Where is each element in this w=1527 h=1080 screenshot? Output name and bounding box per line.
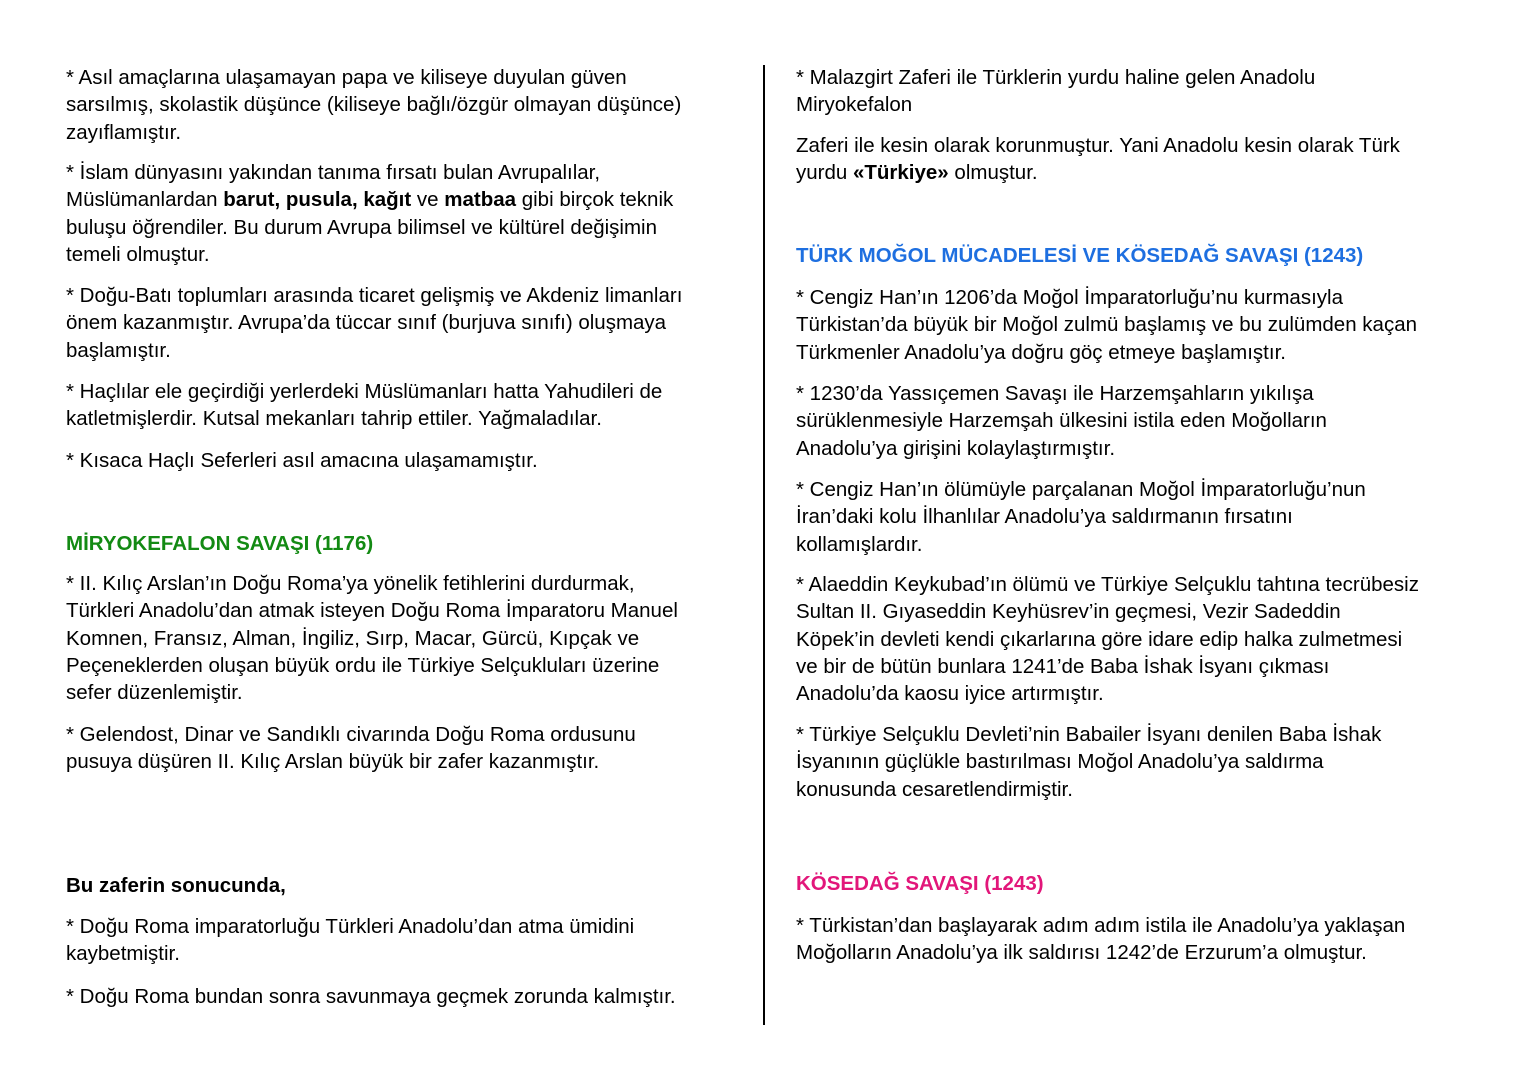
paragraph-islamic-world: [66, 159, 673, 268]
text-segment: yurdu: [796, 161, 853, 185]
text-line: * Gelendost, Dinar ve Sandıklı civarında Doğu Roma ordusunu: [66, 723, 636, 746]
text-line: Anadolu’da kaosu iyice artırmıştır.: [796, 682, 1104, 706]
text-line: sürüklenmesiyle Harzemşah ülkesini istila eden Moğolların: [796, 409, 1327, 433]
text-line: Türkleri Anadolu’dan atmak isteyen Doğu Roma İmparatoru Manuel: [66, 599, 678, 623]
text-line: sefer düzenlemiştir.: [66, 681, 243, 705]
paragraph-trade: [66, 282, 682, 364]
text-segment: olmuştur.: [948, 161, 1038, 185]
paragraph-summary: [66, 447, 538, 474]
text-line: * Doğu Roma bundan sonra savunmaya geçmek zorunda kalmıştır.: [66, 985, 676, 1008]
paragraph-cengiz-han: [796, 284, 1417, 366]
text-line: önem kazanmıştır. Avrupa’da tüccar sınıf (burjuva sınıfı) oluşmaya: [66, 311, 667, 335]
text-line: sarsılmış, skolastik düşünce (kiliseye bağlı/özgür olmayan düşünce): [66, 93, 682, 117]
text-line: İran’daki kolu İlhanlılar Anadolu’ya saldırmanın fırsatını: [796, 505, 1293, 529]
paragraph-turkiye-homeland: [796, 132, 1400, 187]
text-line: Türkmenler Anadolu’ya doğru göç etmeye başlamıştır.: [796, 340, 1286, 364]
text-line: * Alaeddin Keykubad’ın ölümü ve Türkiye Selçuklu tahtına tecrübesiz: [796, 573, 1419, 596]
text-line: Moğolların Anadolu’ya ilk saldırısı 1242’de Erzurum’a olmuştur.: [796, 941, 1367, 965]
text-line: Sultan II. Gıyaseddin Keyhüsrev’in geçmesi, Vezir Sadeddin: [796, 600, 1341, 624]
text-line: * 1230’da Yassıçemen Savaşı ile Harzemşahların yıkılışa: [796, 382, 1314, 405]
text-line: [66, 186, 673, 213]
paragraph-hope-lost: [66, 913, 634, 968]
text-line: konusunda cesaretlendirmiştir.: [796, 777, 1073, 801]
text-line: zayıflamıştır.: [66, 120, 182, 144]
text-line: * Cengiz Han’ın ölümüyle parçalanan Moğol İmparatorluğu’nun: [796, 478, 1366, 501]
text-line: ve bir de bütün bunlara 1241’de Baba İshak İsyanı çıkması: [796, 654, 1330, 678]
text-line: [796, 159, 1400, 186]
text-line: * Türkiye Selçuklu Devleti’nin Babailer İsyanı denilen Baba İshak: [796, 723, 1382, 746]
text-line: * Malazgirt Zaferi ile Türklerin yurdu haline gelen Anadolu: [796, 66, 1316, 89]
heading-kosedag: KÖSEDAĞ SAVAŞI (1243): [796, 872, 1044, 895]
paragraph-crusader-massacres: [66, 378, 662, 433]
text-line: Komnen, Fransız, Alman, İngiliz, Sırp, Macar, Gürcü, Kıpçak ve: [66, 626, 640, 650]
column-divider: [763, 65, 765, 1025]
text-line: Peçeneklerden oluşan büyük ordu ile Türkiye Selçukluları üzerine: [66, 653, 660, 677]
heading-results: Bu zaferin sonucunda,: [66, 874, 286, 897]
text-segment: ve: [411, 188, 445, 212]
paragraph-erzurum: [796, 912, 1405, 967]
text-line: * Kısaca Haçlı Seferleri asıl amacına ulaşamamıştır.: [66, 449, 538, 472]
text-line: buluşu öğrendiler. Bu durum Avrupa bilimsel ve kültürel değişimin: [66, 215, 658, 239]
bold-turkiye: «Türkiye»: [852, 161, 949, 185]
paragraph-malazgirt: [796, 64, 1315, 119]
bold-matbaa: matbaa: [444, 188, 517, 212]
heading-turk-mogol: TÜRK MOĞOL MÜCADELESİ VE KÖSEDAĞ SAVAŞI (1243): [796, 244, 1364, 267]
text-line: * Doğu-Batı toplumları arasında ticaret gelişmiş ve Akdeniz limanları: [66, 284, 683, 307]
text-line: * İslam dünyasını yakından tanıma fırsatı bulan Avrupalılar,: [66, 161, 601, 184]
text-line: * Haçlılar ele geçirdiği yerlerdeki Müslümanları hatta Yahudileri de: [66, 380, 663, 403]
text-line: * Asıl amaçlarına ulaşamayan papa ve kiliseye duyulan güven: [66, 66, 627, 89]
text-line: * Doğu Roma imparatorluğu Türkleri Anadolu’dan atma ümidini: [66, 915, 635, 938]
text-line: başlamıştır.: [66, 338, 171, 362]
paragraph-babailer: [796, 721, 1381, 803]
paragraph-yassicemen: [796, 380, 1327, 462]
text-line: Köpek’in devleti kendi çıkarlarına göre idare edip halka zulmetmesi: [796, 627, 1403, 651]
heading-miryokefalon: MİRYOKEFALON SAVAŞI (1176): [66, 532, 374, 555]
text-line: Anadolu’ya girişini kolaylaştırmıştır.: [796, 436, 1116, 460]
paragraph-papal-trust: [66, 64, 681, 146]
paragraph-ilhanli: [796, 476, 1366, 558]
text-line: * II. Kılıç Arslan’ın Doğu Roma’ya yönelik fetihlerini durdurmak,: [66, 572, 635, 595]
paragraph-manuel-campaign: [66, 570, 678, 706]
text-line: Zaferi ile kesin olarak korunmuştur. Yani Anadolu kesin olarak Türk: [796, 134, 1400, 157]
text-line: temeli olmuştur.: [66, 242, 210, 266]
text-line: * Türkistan’dan başlayarak adım adım istila ile Anadolu’ya yaklaşan: [796, 914, 1406, 937]
text-segment: Müslümanlardan: [66, 188, 224, 212]
text-line: İsyanının güçlükle bastırılması Moğol Anadolu’ya saldırma: [796, 750, 1324, 774]
text-line: katletmişlerdir. Kutsal mekanları tahrip ettiler. Yağmaladılar.: [66, 407, 602, 431]
text-segment: gibi birçok teknik: [516, 188, 674, 212]
bold-inventions: barut, pusula, kağıt: [223, 188, 412, 212]
text-line: * Cengiz Han’ın 1206’da Moğol İmparatorluğu’nu kurmasıyla: [796, 286, 1343, 309]
paragraph-victory: [66, 721, 636, 776]
paragraph-keykubad: [796, 571, 1419, 707]
text-line: Miryokefalon: [796, 93, 913, 117]
text-line: pusuya düşüren II. Kılıç Arslan büyük bir zafer kazanmıştır.: [66, 750, 600, 774]
text-line: kollamışlardır.: [796, 532, 923, 556]
paragraph-defensive: [66, 983, 676, 1010]
text-line: Türkistan’da büyük bir Moğol zulmü başlamış ve bu zulümden kaçan: [796, 313, 1417, 337]
text-line: kaybetmiştir.: [66, 942, 180, 966]
